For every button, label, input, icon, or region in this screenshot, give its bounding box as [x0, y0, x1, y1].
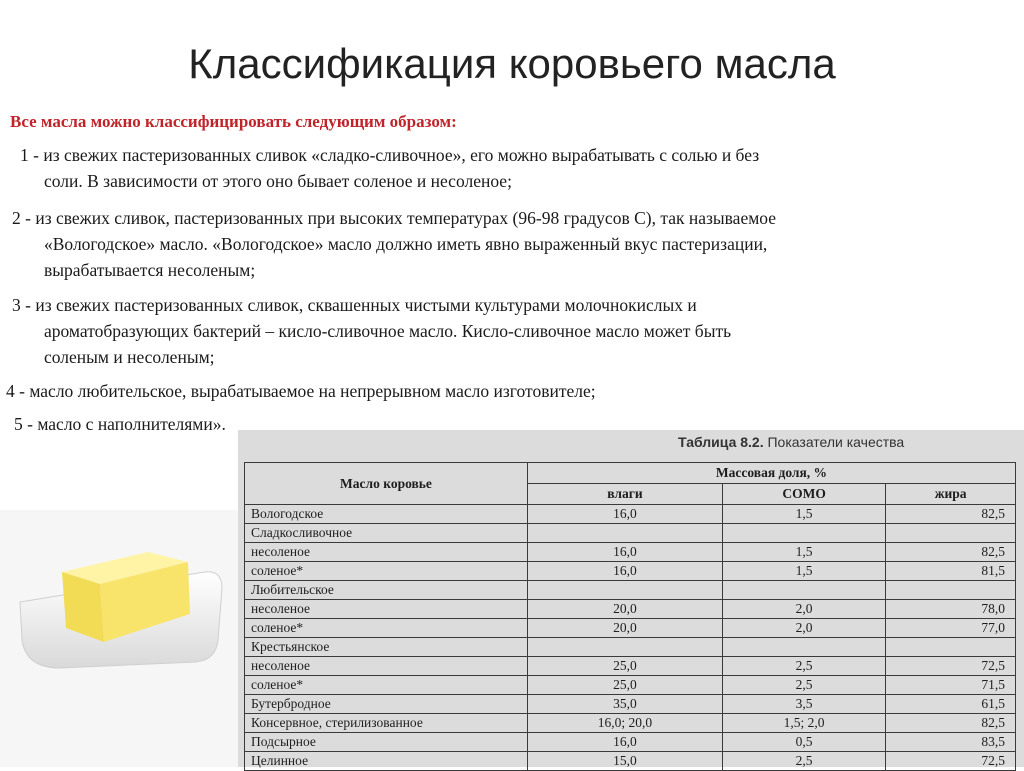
- cell-fat: 81,5: [886, 562, 1016, 581]
- cell-fat: 82,5: [886, 543, 1016, 562]
- quality-table: [244, 462, 1016, 771]
- cell-name: Целинное: [245, 752, 528, 771]
- cell-somo: [722, 581, 885, 600]
- table-row: [245, 638, 1016, 657]
- cell-moisture: 35,0: [528, 695, 723, 714]
- cell-fat: 82,5: [886, 505, 1016, 524]
- classification-item-1: [20, 142, 759, 194]
- classification-item-2: [12, 205, 776, 283]
- cell-moisture: 16,0: [528, 505, 723, 524]
- cell-name: Любительское: [245, 581, 528, 600]
- cell-somo: [722, 638, 885, 657]
- cell-moisture: 15,0: [528, 752, 723, 771]
- table-row: [245, 581, 1016, 600]
- cell-moisture: 16,0: [528, 733, 723, 752]
- cell-fat: 72,5: [886, 752, 1016, 771]
- cell-name: Сладкосливочное: [245, 524, 528, 543]
- table-row: [245, 714, 1016, 733]
- cell-moisture: [528, 524, 723, 543]
- cell-fat: 83,5: [886, 733, 1016, 752]
- cell-somo: 3,5: [722, 695, 885, 714]
- cell-fat: 72,5: [886, 657, 1016, 676]
- intro-text: Все масла можно классифицировать следующим образом:: [10, 112, 457, 131]
- cell-fat: [886, 638, 1016, 657]
- table-row: [245, 619, 1016, 638]
- cell-somo: 2,0: [722, 619, 885, 638]
- table-row: [245, 562, 1016, 581]
- quality-table-scan: [238, 430, 1024, 767]
- table-row: [245, 733, 1016, 752]
- cell-moisture: 25,0: [528, 657, 723, 676]
- cell-name: соленое*: [245, 619, 528, 638]
- cell-moisture: 16,0: [528, 562, 723, 581]
- cell-fat: 71,5: [886, 676, 1016, 695]
- header-somo: СОМО: [722, 484, 885, 505]
- item-2-line-2: «Вологодское» масло. «Вологодское» масло должно иметь явно выраженный вкус пастеризации,: [44, 234, 768, 254]
- cell-name: несоленое: [245, 600, 528, 619]
- header-moisture: влаги: [528, 484, 723, 505]
- cell-name: несоленое: [245, 543, 528, 562]
- item-4-line-1: 4 - масло любительское, вырабатываемое на непрерывном масло изготовителе;: [6, 381, 596, 401]
- cell-fat: [886, 581, 1016, 600]
- slide-title: Классификация коровьего масла: [188, 40, 836, 87]
- item-2-line-1: 2 - из свежих сливок, пастеризованных при высоких температурах (96-98 градусов С), так называемое: [12, 208, 777, 228]
- cell-somo: 0,5: [722, 733, 885, 752]
- header-fat: жира: [886, 484, 1016, 505]
- cell-moisture: 16,0: [528, 543, 723, 562]
- header-butter: Масло коровье: [245, 463, 528, 505]
- table-row: [245, 657, 1016, 676]
- cell-name: Вологодское: [245, 505, 528, 524]
- table-caption-text: Показатели качества: [767, 434, 905, 450]
- table-row: [245, 600, 1016, 619]
- item-1-line-1: 1 - из свежих пастеризованных сливок «сладко-сливочное», его можно вырабатывать с солью и без: [20, 145, 760, 165]
- cell-fat: 77,0: [886, 619, 1016, 638]
- item-2-line-3: вырабатывается несоленым;: [44, 260, 256, 280]
- table-row: [245, 695, 1016, 714]
- cell-name: Бутербродное: [245, 695, 528, 714]
- cell-moisture: [528, 638, 723, 657]
- item-3-line-1: 3 - из свежих пастеризованных сливок, сквашенных чистыми культурами молочнокислых и: [12, 295, 697, 315]
- butter-photo: [0, 510, 238, 767]
- table-row: [245, 524, 1016, 543]
- cell-moisture: 20,0: [528, 619, 723, 638]
- cell-fat: [886, 524, 1016, 543]
- table-row: [245, 543, 1016, 562]
- table-row: [245, 752, 1016, 771]
- item-3-line-2: ароматобразующих бактерий – кисло-сливочное масло. Кисло-сливочное масло может быть: [44, 321, 732, 341]
- header-mass-fraction: Массовая доля, %: [528, 463, 1016, 484]
- cell-moisture: [528, 581, 723, 600]
- cell-somo: 2,0: [722, 600, 885, 619]
- cell-somo: 2,5: [722, 752, 885, 771]
- classification-item-3: [12, 292, 731, 370]
- item-5-line-1: 5 - масло с наполнителями».: [14, 414, 226, 434]
- cell-name: Консервное, стерилизованное: [245, 714, 528, 733]
- cell-somo: 2,5: [722, 657, 885, 676]
- cell-name: соленое*: [245, 562, 528, 581]
- cell-fat: 61,5: [886, 695, 1016, 714]
- item-1-line-2: соли. В зависимости от этого оно бывает соленое и несоленое;: [44, 171, 512, 191]
- cell-moisture: 25,0: [528, 676, 723, 695]
- classification-item-5: [14, 411, 226, 437]
- cell-somo: [722, 524, 885, 543]
- cell-somo: 2,5: [722, 676, 885, 695]
- cell-somo: 1,5: [722, 505, 885, 524]
- cell-somo: 1,5; 2,0: [722, 714, 885, 733]
- cell-moisture: 16,0; 20,0: [528, 714, 723, 733]
- cell-moisture: 20,0: [528, 600, 723, 619]
- cell-somo: 1,5: [722, 562, 885, 581]
- cell-name: соленое*: [245, 676, 528, 695]
- table-row: [245, 676, 1016, 695]
- table-row: [245, 505, 1016, 524]
- cell-somo: 1,5: [722, 543, 885, 562]
- cell-fat: 78,0: [886, 600, 1016, 619]
- cell-name: Крестьянское: [245, 638, 528, 657]
- table-caption-label: Таблица 8.2.: [678, 434, 764, 450]
- cell-fat: 82,5: [886, 714, 1016, 733]
- item-3-line-3: соленым и несоленым;: [44, 347, 215, 367]
- butter-illustration: [0, 510, 238, 767]
- classification-item-4: [6, 378, 596, 404]
- table-caption: [678, 434, 904, 450]
- cell-name: Подсырное: [245, 733, 528, 752]
- cell-name: несоленое: [245, 657, 528, 676]
